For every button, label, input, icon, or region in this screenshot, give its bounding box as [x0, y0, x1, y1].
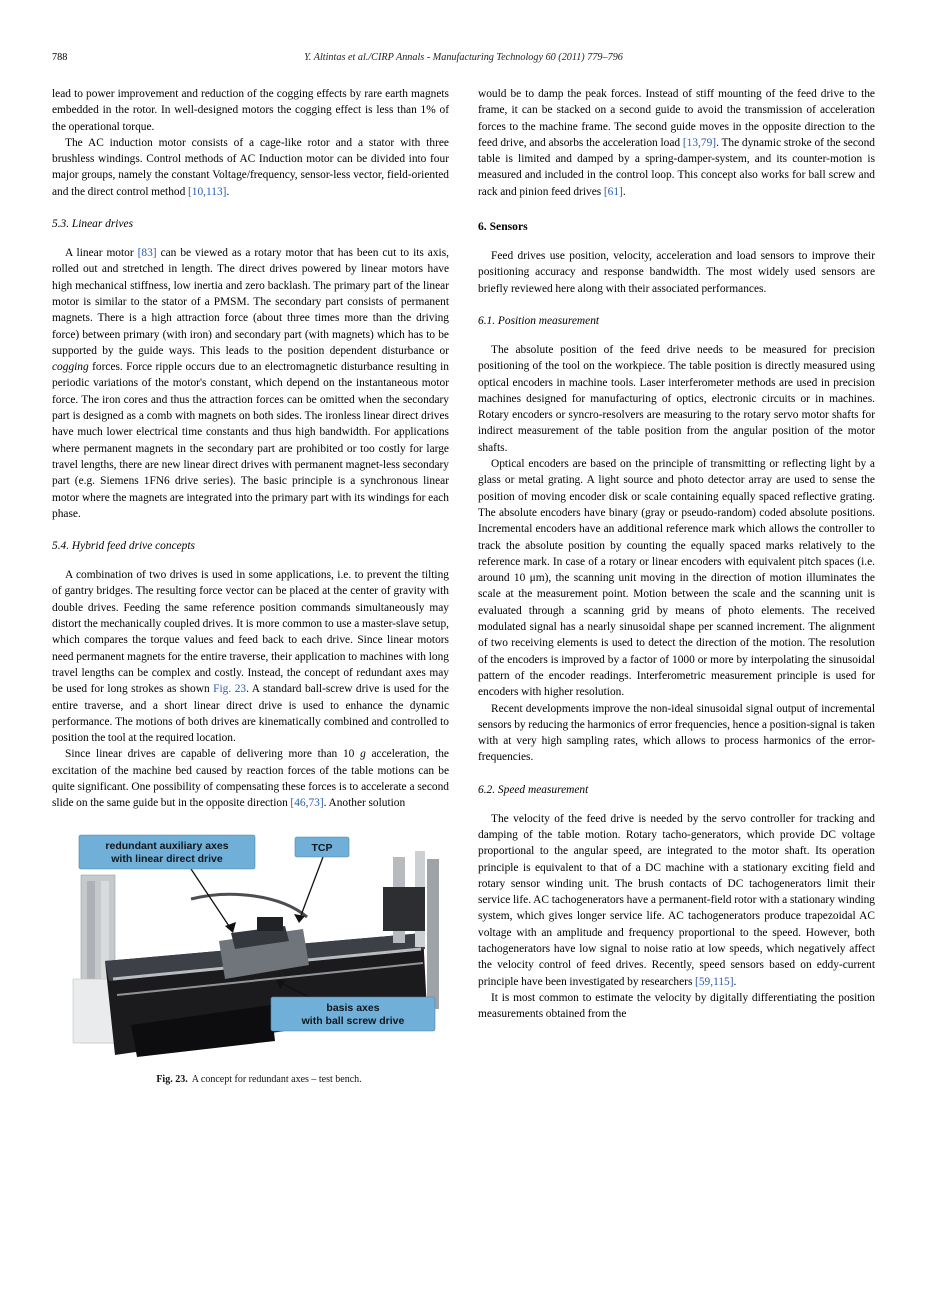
- text-segment: acceleration, the excitation of the machine bed caused by reaction forces of the table motions can be quite significant. One possibility of compensating these forces is to accelerate a second slide on the same guide but in the opposite direction: [52, 748, 449, 810]
- text-segment: would be to damp the peak forces. Instead of stiff mounting of the feed drive to the frame, it can be stacked on a second guide to avoid the transmission of acceleration forces to the machine frame. The second guide moves in the opposite direction to the feed drive, and absorbs the acceleration load: [478, 88, 875, 149]
- citation-link[interactable]: [61]: [603, 185, 623, 198]
- text-segment: forces. Force ripple occurs due to an electromagnetic disturbance resulting in periodic variations of the motor's constant, which depend on the instantaneous motor force. The iron cores and thus the attraction forces can be omitted when the secondary part is designed as a comb with magnets on both sides. The ironless linear direct drives have much lower electrical time constants and thus high bandwidth. For applications where permanent magnets in the secondary part are prohibited or too costly for large travel lengths, there are new linear direct drives with permanent magnet-less secondary part (e.g. Siemens 1FN6 drive series). The basic principle is a synchronous linear motor where the magnets are integrated into the primary part with its windings for each phase.: [52, 361, 449, 520]
- subsection-heading: 5.3. Linear drives: [52, 218, 133, 231]
- text-segment: .: [226, 185, 230, 198]
- paragraph: [478, 811, 875, 990]
- citation-link[interactable]: [10,113]: [187, 185, 227, 198]
- svg-text:TCP: TCP: [311, 841, 333, 854]
- left-column: [52, 86, 449, 1085]
- citation-link[interactable]: [46,73]: [290, 797, 324, 810]
- subsection-heading: 6.1. Position measurement: [478, 314, 600, 327]
- figure-caption-text: A concept for redundant axes – test bench.: [191, 1073, 362, 1085]
- paragraph: [52, 245, 449, 522]
- left-column-text: [52, 86, 449, 812]
- text-segment: Recent developments improve the non-ideal sinusoidal signal output of incremental sensors by reducing the harmonics of error frequencies, hence a position-signal is taken with at very high sampling rates, which allows to process harmonics of the error-frequencies.: [478, 702, 875, 764]
- text-segment: .: [622, 185, 626, 198]
- right-column-text: [478, 86, 875, 1023]
- svg-text:basis axes: basis axes: [326, 1001, 380, 1014]
- text-segment: .: [733, 975, 737, 988]
- subsection-heading: 5.4. Hybrid feed drive concepts: [52, 540, 195, 553]
- text-segment: The absolute position of the feed drive needs to be measured for precision positioning of the tool on the workpiece. The table position is directly measured using optical encoders in machine tools. Laser interferometer methods are used in precision machines designed for manufacturing of optics, electronic circuits or in machines. Rotary encoders or syncro-resolvers are measuring to the rotary servo motor shafts for indirect measurement of the table position from the angular position of the motor shafts.: [478, 343, 875, 454]
- paragraph: [478, 990, 875, 1023]
- figure-label-tcp: [295, 837, 349, 857]
- text-segment: A combination of two drives is used in some applications, i.e. to prevent the tilting of gantry bridges. The resulting force vector can be placed at the center of gravity with double drives. Feeding the same reference position commands simultaneously may distort the mechanically coupled drives. It is more common to use a master-slave setup, which compares the torque values and feed back to each drive. Since linear motors need permanent magnets for the entire traverse, their application to machines with long travel lengths can be complex and costly. Instead, the concept of redundant axes may be used for long strokes as shown: [52, 569, 449, 696]
- running-title: Y. Altintas et al./CIRP Annals - Manufacturing Technology 60 (2011) 779–796: [304, 52, 623, 63]
- text-segment: The AC induction motor consists of a cage-like rotor and a stator with three brushless windings. Control methods of AC Induction motor can be divided into four major groups, namely the constant Voltage/frequency, sensor-less vector, field-oriented and the direct control method: [52, 136, 449, 198]
- paragraph: [52, 746, 449, 811]
- text-segment: cogging: [52, 361, 89, 374]
- text-segment: . A standard ball-screw drive is used for the entire traverse, and a short linear direct drive is used to enhance the dynamic performance. The motions of both drives are kinematically combined and controlled to position the tool at the required location.: [52, 683, 449, 745]
- page-number: 788: [52, 52, 68, 63]
- article-columns: [52, 86, 875, 1085]
- right-column: [478, 86, 875, 1023]
- paragraph: [478, 456, 875, 700]
- svg-text:redundant auxiliary axes: redundant auxiliary axes: [105, 839, 229, 852]
- text-segment: Optical encoders are based on the principle of transmitting or reflecting light by a glass or metal grating. A light source and photo detector array are used to sense the position of moving encoder disk or scale containing equally spaced reflective grating. The absolute encoders have binary (gray or pseudo-random) coded absolute positions. Incremental encoders have an additional reference mark which allows the controller to track the absolute position by counting the equally spaced marks relatively to the reference mark. In case of a rotary or linear encoders with equivalent pitch spaces (i.e. around 10 μm), the scanning unit moving in the direction of motion illuminates the scale at the measurement point. Motion between the scale and the scanning unit is evaluated through a scanning grid by means of photo elements. The received modulated signal has a nearly sinusoidal shape per scanned increment. The alignment of two receiving elements is used to detect the direction of the motion. The resolution of the encoders is improved by a factor of 1000 or more by interpolating the sinusoidal pattern of the encoder readings. Interferometric measurement principle is used for encoders with higher resolution.: [478, 458, 875, 699]
- text-segment: Since linear drives are capable of delivering more than 10: [65, 748, 361, 761]
- figure-label-aux-axes: [79, 835, 255, 869]
- citation-link[interactable]: [59,115]: [695, 975, 734, 988]
- text-segment: . Another solution: [323, 797, 406, 810]
- text-segment: can be viewed as a rotary motor that has been cut to its axis, rolled out and stretched in length. The direct drives powered by linear motors have high mechanical stiffness, low inertia and zero backlash. The primary part of the linear motor is similar to the stator of a PMSM. The secondary part consists of permanent magnets. There is a high attraction force (about three times more than the driving force) between primary (with iron) and secondary part (with magnets) which has to be supported by the guide ways. This leads to the position dependent disturbance or: [52, 247, 449, 357]
- figure-caption: [71, 1074, 447, 1085]
- section-heading: 6. Sensors: [478, 220, 528, 234]
- paragraph: [478, 701, 875, 766]
- paragraph: [478, 248, 875, 297]
- figure-label-basis-axes: [271, 997, 435, 1031]
- citation-link[interactable]: [13,79]: [682, 136, 717, 149]
- svg-text:with linear direct drive: with linear direct drive: [111, 852, 223, 865]
- paragraph: [52, 86, 449, 135]
- text-segment: g: [360, 748, 366, 761]
- paragraph: [478, 86, 875, 200]
- text-segment: A linear motor: [65, 247, 138, 260]
- text-segment: It is most common to estimate the velocity by digitally differentiating the position measurements obtained from the: [478, 991, 875, 1021]
- paragraph: [52, 567, 449, 746]
- figure-23-image: [71, 829, 447, 1065]
- text-segment: The velocity of the feed drive is needed by the servo controller for tracking and damping of the table motion. Rotary tacho-generators, which provide DC voltage proportional to the angular speed, are integrated to the motor shaft. Its operation principle is equivalent to that of a DC machine with a stationary exciting field and rotary sensor winding unit. The brush contacts of DC tachogenerators limit their service life. AC tachogenerators have a permanent-field rotor with a stationary winding system, which gives longer service life. AC tachogenerators produce trapezoidal AC voltage with an amplitude and frequency proportional to the speed. However, both tachogenerators have low signal to noise ratio at low speeds, which negatively affect the velocity control of feed drives. Recently, speed sensors based on eddy-current principle have been investigated by researchers: [478, 812, 875, 988]
- paragraph: [478, 342, 875, 456]
- citation-link[interactable]: [83]: [137, 247, 157, 260]
- figure-23: [71, 829, 447, 1085]
- citation-link[interactable]: Fig. 23: [213, 683, 247, 696]
- paragraph: [52, 135, 449, 200]
- subsection-heading: 6.2. Speed measurement: [478, 783, 589, 796]
- page-header: [52, 52, 875, 67]
- svg-text:with ball screw drive: with ball screw drive: [301, 1014, 405, 1027]
- text-segment: . The dynamic stroke of the second table is limited and damped by a spring-damper-system, and its counter-motion is measured and included in the control loop. This concept also works for ball screw and rack and pinion feed drives: [478, 136, 875, 198]
- figure-caption-label: Fig. 23.: [156, 1073, 188, 1085]
- text-segment: lead to power improvement and reduction of the cogging effects by rare earth magnets embedded in the rotor. In well-designed motors the cogging effect is less than 1% of the operational torque.: [52, 88, 449, 133]
- text-segment: Feed drives use position, velocity, acceleration and load sensors to improve their positioning accuracy and response bandwidth. The most widely used sensors are briefly reviewed here along with their associated performances.: [478, 250, 875, 295]
